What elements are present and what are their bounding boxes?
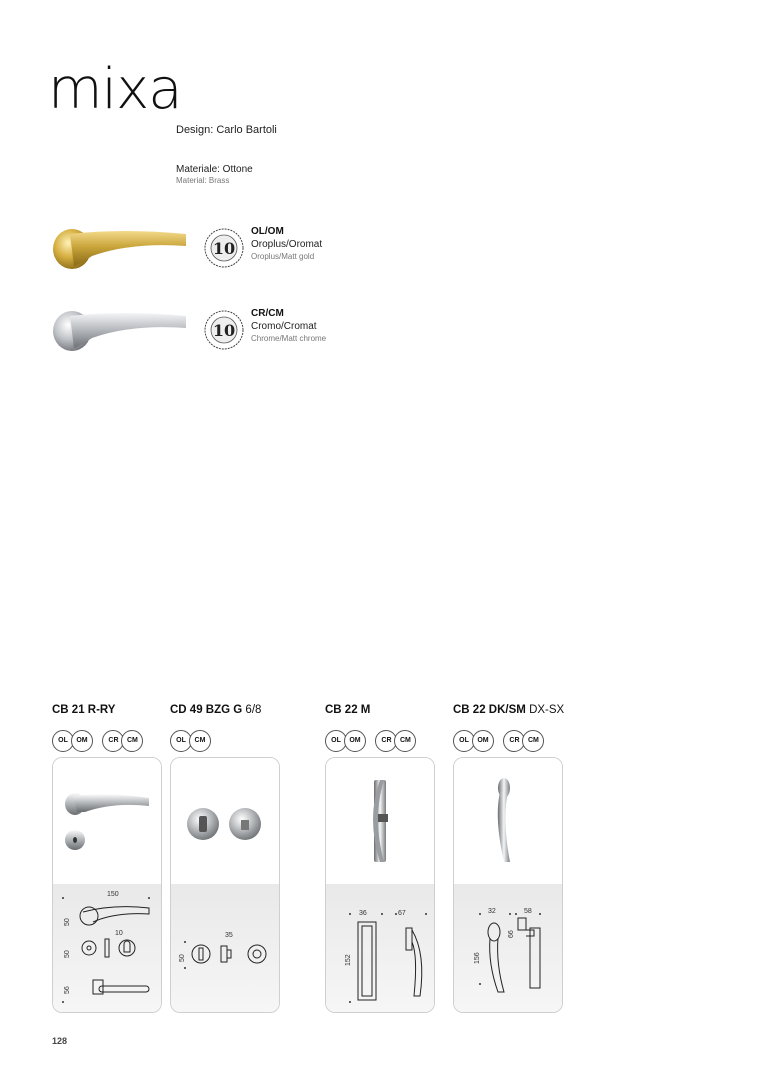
warranty-10-badge-icon	[204, 310, 244, 350]
material-english: Material: Brass	[176, 176, 230, 185]
chip-group	[52, 730, 96, 752]
finish-cr-cm	[52, 304, 412, 364]
page-number: 128	[52, 1036, 68, 1046]
product-title: CD 49 BZG G 6/8	[170, 704, 262, 716]
chip-group	[170, 730, 214, 752]
dimension-label: 32	[488, 908, 496, 915]
finish-chip: OL	[325, 730, 347, 752]
dimension-label: 50	[64, 950, 71, 958]
finish-chip: CR	[375, 730, 397, 752]
product-cb22dk	[453, 704, 573, 744]
gold-handle-image	[52, 222, 192, 274]
finish-name-english: Chrome/Matt chrome	[251, 334, 327, 343]
svg-text:10: 10	[212, 321, 236, 340]
finish-chip: OL	[52, 730, 74, 752]
product-photo	[171, 758, 279, 884]
dimension-label: 50	[179, 954, 186, 962]
designer-credit: Design: Carlo Bartoli	[176, 124, 277, 136]
finish-ol-om	[52, 222, 412, 282]
chip-group	[453, 730, 497, 752]
material-italian: Materiale: Ottone	[176, 164, 253, 175]
product-card-cb22dk	[453, 757, 563, 1013]
finish-chip: CM	[189, 730, 211, 752]
dimension-label: 56	[64, 986, 71, 994]
finish-chip: OL	[170, 730, 192, 752]
dimension-label: 36	[359, 910, 367, 917]
dimension-label: 35	[225, 932, 233, 939]
dimension-label: 10	[115, 930, 123, 937]
dimension-label: 152	[345, 954, 352, 966]
product-cd49	[170, 704, 290, 744]
chip-group	[325, 730, 369, 752]
dimension-label: 50	[64, 918, 71, 926]
dimension-label: 150	[107, 891, 119, 898]
finish-code: OL/OM	[251, 226, 284, 237]
product-title: CB 22 M	[325, 704, 371, 716]
chip-group	[375, 730, 419, 752]
finish-chip: OL	[453, 730, 475, 752]
finish-chips	[325, 730, 421, 752]
technical-drawing	[326, 884, 434, 1012]
product-photo	[53, 758, 161, 884]
finish-chip: OM	[71, 730, 93, 752]
finish-chips	[453, 730, 549, 752]
dimension-label: 58	[524, 908, 532, 915]
finish-name-english: Oroplus/Matt gold	[251, 252, 315, 261]
product-card-cb22m	[325, 757, 435, 1013]
product-cb22m	[325, 704, 445, 744]
chip-group	[503, 730, 547, 752]
product-title: CB 22 DK/SM DX-SX	[453, 704, 565, 716]
product-photo	[454, 758, 562, 884]
technical-drawing	[454, 884, 562, 1012]
finish-name-italian: Oroplus/Oromat	[251, 239, 323, 250]
finish-code: CR/CM	[251, 308, 284, 319]
product-photo	[326, 758, 434, 884]
finish-chip: OM	[472, 730, 494, 752]
finish-chip: CM	[394, 730, 416, 752]
finish-chip: CM	[121, 730, 143, 752]
warranty-10-badge-icon	[204, 228, 244, 268]
product-cb21	[52, 704, 172, 744]
svg-text:10: 10	[212, 239, 236, 258]
finish-chip: CR	[503, 730, 525, 752]
dimension-label: 66	[508, 930, 515, 938]
chrome-handle-image	[52, 304, 192, 356]
dimension-label: 67	[398, 910, 406, 917]
finish-name-italian: Cromo/Cromat	[251, 321, 317, 332]
finish-chip: OM	[344, 730, 366, 752]
finish-chip: CM	[522, 730, 544, 752]
finish-chip: CR	[102, 730, 124, 752]
product-card-cb21	[52, 757, 162, 1013]
product-card-cd49	[170, 757, 280, 1013]
dimension-label: 156	[474, 952, 481, 964]
finish-chips	[52, 730, 148, 752]
brand-title: mixa	[48, 57, 182, 122]
technical-drawing	[171, 884, 279, 1012]
product-title: CB 21 R-RY	[52, 704, 116, 716]
technical-drawing	[53, 884, 161, 1012]
chip-group	[102, 730, 146, 752]
finish-chips	[170, 730, 216, 752]
